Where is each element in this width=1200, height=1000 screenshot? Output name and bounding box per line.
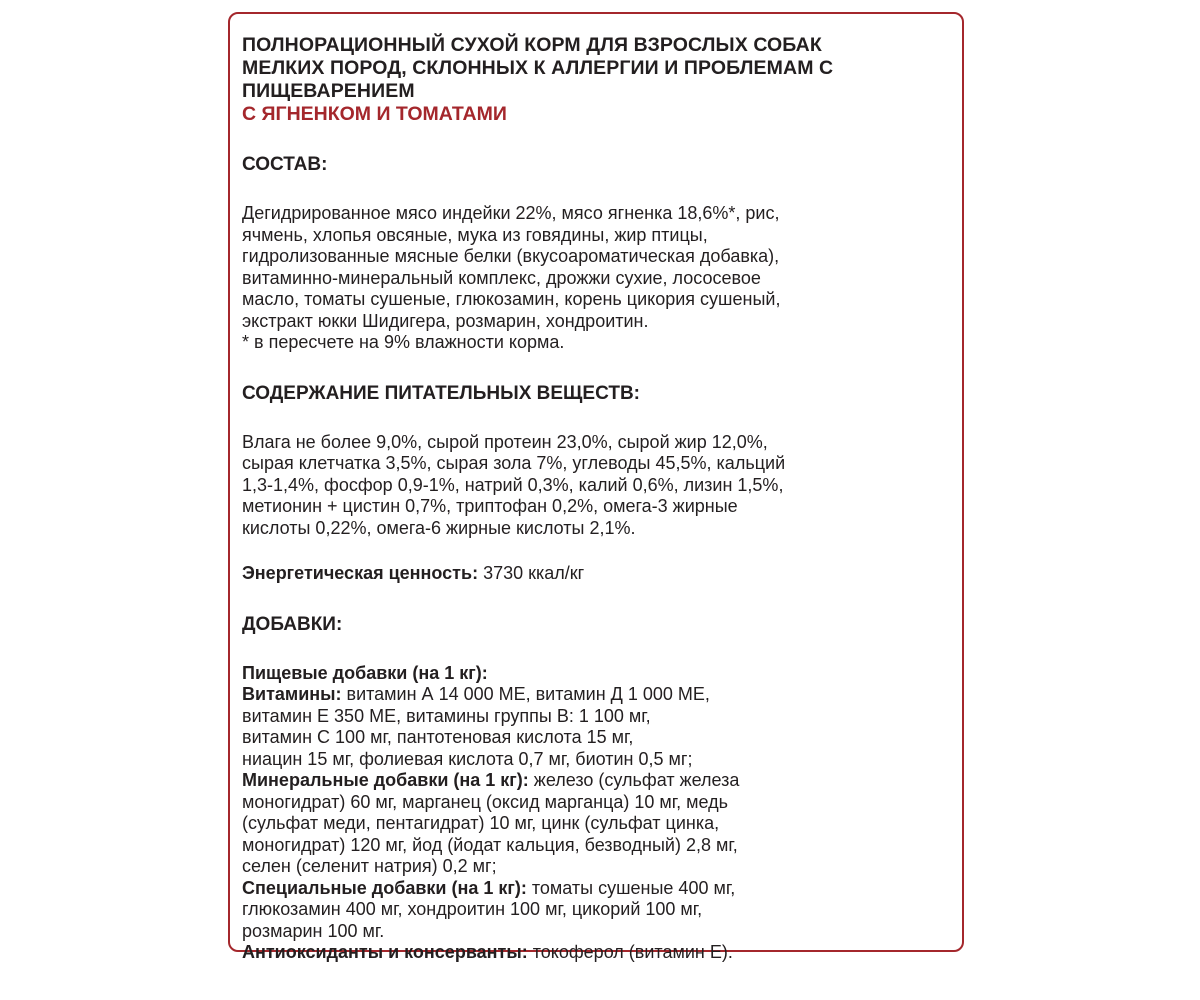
antioxidants-value: токоферол (витамин Е). — [527, 942, 733, 962]
special-additives-line: глюкозамин 400 мг, хондроитин 100 мг, цикорий 100 мг, — [242, 899, 703, 919]
nutrients-line: сырая клетчатка 3,5%, сырая зола 7%, углеводы 45,5%, кальций — [242, 453, 786, 473]
additives-heading: ДОБАВКИ: — [242, 613, 343, 635]
energy-value — [242, 563, 950, 585]
composition-text — [242, 203, 950, 354]
composition-card — [228, 12, 964, 962]
nutrients-line: метионин + цистин 0,7%, триптофан 0,2%, омега-3 жирные — [242, 496, 738, 516]
composition-line: Дегидрированное мясо индейки 22%, мясо ягненка 18,6%*, рис, — [242, 203, 780, 223]
minerals-line: моногидрат) 60 мг, марганец (оксид марганца) 10 мг, медь — [242, 791, 729, 812]
special-additives-label: Специальные добавки (на 1 кг): — [242, 877, 527, 898]
vitamins-label: Витамины: — [242, 684, 342, 704]
composition-heading: СОСТАВ: — [242, 154, 328, 175]
minerals-line: моногидрат) 120 мг, йод (йодат кальция, безводный) 2,8 мг, — [242, 834, 738, 855]
vitamins-line: витамин Е 350 МЕ, витамины группы В: 1 100 мг, — [242, 705, 651, 726]
additives-text — [242, 663, 950, 964]
product-subtitle: С ЯГНЕНКОМ И ТОМАТАМИ — [242, 103, 507, 125]
vitamins-line: витамин А 14 000 МЕ, витамин Д 1 000 МЕ, — [341, 684, 710, 704]
nutrients-text — [242, 432, 950, 540]
nutrients-heading: СОДЕРЖАНИЕ ПИТАТЕЛЬНЫХ ВЕЩЕСТВ: — [242, 382, 640, 404]
minerals-label: Минеральные добавки (на 1 кг): — [242, 770, 529, 790]
composition-line: ячмень, хлопья овсяные, мука из говядины, жир птицы, — [242, 224, 708, 245]
composition-line: экстракт юкки Шидигера, розмарин, хондроитин. — [242, 310, 649, 331]
composition-line: гидролизованные мясные белки (вкусоароматическая добавка), — [242, 246, 780, 266]
energy-amount: 3730 ккал/кг — [478, 563, 585, 583]
product-title — [242, 34, 950, 103]
minerals-line: (сульфат меди, пентагидрат) 10 мг, цинк (сульфат цинка, — [242, 813, 720, 833]
special-additives-line: розмарин 100 мг. — [242, 920, 385, 941]
product-title-line: ПИЩЕВАРЕНИЕМ — [242, 80, 415, 102]
nutrients-line: кислоты 0,22%, омега-6 жирные кислоты 2,1%. — [242, 517, 636, 538]
product-title-line: ПОЛНОРАЦИОННЫЙ СУХОЙ КОРМ ДЛЯ ВЗРОСЛЫХ СОБАК — [242, 34, 822, 56]
energy-label: Энергетическая ценность: — [242, 563, 479, 583]
vitamins-line: ниацин 15 мг, фолиевая кислота 0,7 мг, биотин 0,5 мг; — [242, 748, 693, 769]
special-additives-line: томаты сушеные 400 мг, — [526, 877, 736, 898]
nutrients-line: Влага не более 9,0%, сырой протеин 23,0%, сырой жир 12,0%, — [242, 431, 768, 452]
nutrients-line: 1,3-1,4%, фосфор 0,9-1%, натрий 0,3%, калий 0,6%, лизин 1,5%, — [242, 474, 784, 495]
composition-line: масло, томаты сушеные, глюкозамин, корень цикория сушеный, — [242, 289, 781, 309]
minerals-line: селен (селенит натрия) 0,2 мг; — [242, 856, 497, 876]
antioxidants-label: Антиоксиданты и консерванты: — [242, 942, 528, 962]
product-title-line: МЕЛКИХ ПОРОД, СКЛОННЫХ К АЛЛЕРГИИ И ПРОБЛЕМАМ С — [242, 57, 834, 79]
composition-line: витаминно-минеральный комплекс, дрожжи сухие, лососевое — [242, 267, 761, 288]
vitamins-line: витамин С 100 мг, пантотеновая кислота 15 мг, — [242, 727, 634, 747]
food-additives-label: Пищевые добавки (на 1 кг): — [242, 662, 488, 683]
composition-footnote: * в пересчете на 9% влажности корма. — [242, 332, 565, 352]
minerals-line: железо (сульфат железа — [528, 770, 740, 790]
